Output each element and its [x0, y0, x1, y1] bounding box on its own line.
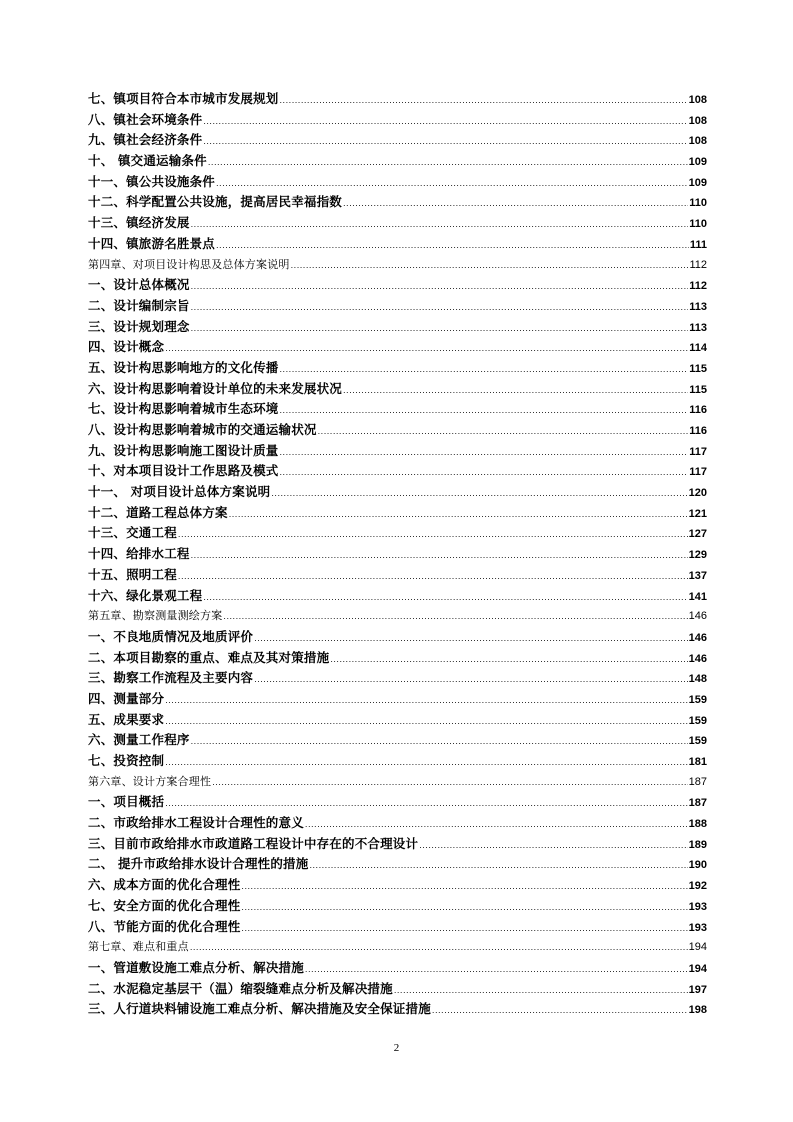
dot-leader	[203, 132, 687, 153]
toc-entry-title: 七、投资控制	[88, 753, 165, 768]
toc-entry-page: 113	[689, 300, 707, 313]
toc-entry-page: 121	[688, 507, 707, 520]
toc-entry-page: 159	[688, 735, 707, 748]
toc-entry-title: 第四章、对项目设计构思及总体方案说明	[88, 257, 290, 271]
toc-entry-title: 一、管道敷设施工难点分析、解决措施	[88, 959, 304, 975]
toc-entry-page: 113	[689, 321, 707, 334]
toc-entry[interactable]	[88, 461, 707, 482]
toc-entry[interactable]	[88, 792, 707, 813]
toc-entry[interactable]	[88, 875, 707, 896]
toc-entry-title: 二、市政给排水工程设计合理性的意义	[88, 815, 304, 831]
toc-entry[interactable]	[88, 234, 707, 255]
dot-leader	[305, 815, 688, 836]
toc-entry-title: 六、测量工作程序	[88, 732, 190, 748]
toc-entry[interactable]	[88, 979, 707, 1000]
toc-entry-title: 八、镇社会环境条件	[88, 111, 203, 127]
toc-entry-page: 193	[688, 900, 707, 913]
toc-entry-page: 187	[688, 775, 707, 788]
dot-leader	[165, 691, 687, 712]
dot-leader	[318, 422, 689, 443]
toc-entry-page: 190	[688, 859, 707, 872]
dot-leader	[178, 567, 688, 588]
toc-entry-page: 129	[688, 549, 707, 562]
toc-entry-title: 二、本项目勘察的重点、难点及其对策措施	[88, 649, 330, 665]
toc-entry[interactable]	[88, 896, 707, 917]
toc-entry[interactable]	[88, 834, 707, 855]
toc-entry-title: 四、测量部分	[88, 690, 165, 706]
toc-entry-title: 十四、给排水工程	[88, 546, 190, 562]
toc-entry-title: 八、节能方面的优化合理性	[88, 918, 241, 934]
toc-entry[interactable]	[88, 110, 707, 131]
toc-entry[interactable]	[88, 627, 707, 648]
toc-entry-page: 187	[688, 797, 707, 810]
dot-leader	[394, 981, 688, 1002]
toc-entry[interactable]	[88, 192, 707, 213]
dot-leader	[165, 753, 687, 774]
toc-entry[interactable]	[88, 710, 707, 731]
toc-chapter-entry[interactable]	[88, 772, 707, 793]
toc-entry-page: 189	[688, 838, 707, 851]
toc-chapter-entry[interactable]	[88, 937, 707, 958]
toc-entry-page: 148	[688, 673, 707, 686]
toc-entry[interactable]	[88, 399, 707, 420]
toc-entry-title: 十三、镇经济发展	[88, 215, 190, 231]
dot-leader	[191, 319, 689, 340]
dot-leader	[216, 236, 689, 257]
toc-entry[interactable]	[88, 917, 707, 938]
toc-entry-page: 146	[688, 652, 707, 665]
dot-leader	[419, 836, 687, 857]
toc-entry[interactable]	[88, 958, 707, 979]
dot-leader	[343, 381, 688, 402]
toc-entry-title: 六、成本方面的优化合理性	[88, 877, 241, 893]
toc-entry-title: 七、镇项目符合本市城市发展规划	[88, 91, 279, 106]
toc-entry-page: 181	[688, 756, 707, 768]
toc-entry[interactable]	[88, 130, 707, 151]
toc-entry-title: 八、设计构思影响着城市的交通运输状况	[88, 422, 317, 437]
dot-leader	[305, 960, 688, 981]
dot-leader	[280, 91, 688, 112]
dot-leader	[165, 712, 687, 733]
toc-entry-title: 十一、镇公共设施条件	[88, 173, 216, 189]
dot-leader	[343, 194, 688, 215]
toc-entry[interactable]	[88, 420, 707, 441]
toc-entry[interactable]	[88, 441, 707, 462]
toc-entry-title: 十、 镇交通运输条件	[88, 153, 207, 169]
toc-entry-title: 十二、科学配置公共设施，提高居民幸福指数	[88, 194, 343, 210]
toc-chapter-entry[interactable]	[88, 606, 707, 627]
dot-leader	[432, 1001, 688, 1022]
toc-entry-page: 192	[688, 880, 707, 893]
toc-entry-title: 十五、照明工程	[88, 566, 177, 582]
dot-leader	[203, 588, 687, 609]
toc-entry-title: 三、勘察工作流程及主要内容	[88, 670, 254, 686]
toc-entry-page: 194	[688, 962, 707, 975]
toc-entry-title: 七、设计构思影响着城市生态环境	[88, 401, 279, 417]
toc-entry-title: 一、项目概括	[88, 794, 165, 810]
toc-entry-page: 111	[689, 238, 707, 251]
toc-entry-page: 115	[689, 362, 707, 375]
toc-entry[interactable]	[88, 358, 707, 379]
toc-entry-title: 三、设计规划理念	[88, 318, 190, 334]
dot-leader	[254, 629, 688, 650]
page-number: 2	[393, 1042, 400, 1054]
toc-entry-page: 188	[688, 818, 707, 831]
toc-entry-title: 一、设计总体概况	[88, 277, 190, 293]
toc-entry[interactable]	[88, 813, 707, 834]
dot-leader	[280, 463, 689, 484]
toc-entry-page: 159	[688, 693, 707, 706]
dot-leader	[191, 277, 689, 298]
dot-leader	[191, 298, 689, 319]
toc-entry-title: 十二、道路工程总体方案	[88, 504, 228, 520]
toc-entry[interactable]	[88, 151, 707, 172]
dot-leader	[165, 794, 687, 815]
toc-entry-page: 117	[689, 466, 707, 479]
dot-leader	[208, 153, 688, 174]
toc-entry-page: 137	[688, 569, 707, 582]
toc-entry-title: 十三、交通工程	[88, 525, 177, 541]
toc-entry[interactable]	[88, 668, 707, 689]
toc-entry[interactable]	[88, 296, 707, 317]
toc-entry-page: 193	[688, 921, 707, 934]
toc-entry-title: 二、设计编制宗旨	[88, 297, 190, 313]
dot-leader	[280, 443, 689, 464]
toc-entry[interactable]	[88, 213, 707, 234]
toc-entry-title: 五、成果要求	[88, 711, 165, 727]
dot-leader	[241, 898, 687, 919]
toc-entry-page: 108	[688, 94, 707, 106]
toc-entry-page: 127	[688, 528, 707, 541]
dot-leader	[191, 546, 688, 567]
toc-entry-page: 110	[689, 197, 707, 210]
toc-entry-page: 159	[688, 714, 707, 727]
dot-leader	[280, 360, 689, 381]
toc-entry-title: 二、 提升市政给排水设计合理性的措施	[88, 856, 309, 872]
toc-entry-title: 第六章、设计方案合理性	[88, 774, 212, 788]
dot-leader	[178, 525, 688, 546]
dot-leader	[229, 505, 688, 526]
toc-entry-page: 109	[688, 176, 707, 189]
toc-entry-title: 三、人行道块料铺设施工难点分析、解决措施及安全保证措施	[88, 1001, 431, 1017]
toc-entry-title: 十、对本项目设计工作思路及模式	[88, 463, 279, 479]
dot-leader	[223, 607, 687, 628]
dot-leader	[203, 112, 687, 133]
toc-entry-title: 第五章、勘察测量测绘方案	[88, 609, 223, 623]
dot-leader	[216, 174, 688, 195]
dot-leader	[280, 401, 689, 422]
toc-entry[interactable]	[88, 523, 707, 544]
toc-entry-page: 110	[689, 218, 707, 231]
toc-entry-page: 116	[689, 425, 707, 437]
toc-entry[interactable]	[88, 482, 707, 503]
toc-entry[interactable]	[88, 730, 707, 751]
toc-entry[interactable]	[88, 999, 707, 1020]
dot-leader	[191, 215, 689, 236]
dot-leader	[241, 919, 687, 940]
toc-entry[interactable]	[88, 751, 707, 772]
toc-entry-page: 112	[689, 258, 707, 271]
dot-leader	[191, 732, 688, 753]
toc-entry-page: 198	[688, 1004, 707, 1017]
toc-entry-title: 九、镇社会经济条件	[88, 132, 203, 148]
toc-entry-title: 七、安全方面的优化合理性	[88, 897, 241, 913]
toc-entry-page: 141	[688, 590, 707, 603]
toc-entry[interactable]	[88, 565, 707, 586]
dot-leader	[254, 670, 688, 691]
toc-entry-page: 112	[689, 280, 707, 293]
toc-entry[interactable]	[88, 648, 707, 669]
toc-entry[interactable]	[88, 586, 707, 607]
toc-entry-page: 120	[688, 487, 707, 500]
toc-entry-page: 146	[688, 610, 707, 623]
dot-leader	[271, 484, 687, 505]
toc-entry-title: 二、水泥稳定基层干（温）缩裂缝难点分析及解决措施	[88, 980, 393, 996]
toc-entry-title: 六、设计构思影响着设计单位的未来发展状况	[88, 380, 343, 396]
table-of-contents	[88, 89, 707, 1020]
toc-entry-title: 四、设计概念	[88, 339, 165, 355]
toc-entry-title: 十一、 对项目设计总体方案说明	[88, 484, 271, 500]
toc-entry-page: 108	[688, 114, 707, 127]
toc-entry-page: 117	[689, 445, 707, 458]
toc-chapter-entry[interactable]	[88, 255, 707, 276]
toc-entry[interactable]	[88, 172, 707, 193]
toc-entry-title: 九、设计构思影响施工图设计质量	[88, 442, 279, 458]
toc-entry-page: 194	[688, 941, 707, 954]
toc-entry-page: 146	[688, 631, 707, 644]
toc-entry-title: 五、设计构思影响地方的文化传播	[88, 359, 279, 375]
toc-entry[interactable]	[88, 689, 707, 710]
toc-entry-page: 115	[689, 383, 707, 396]
dot-leader	[291, 256, 689, 277]
dot-leader	[165, 339, 688, 360]
toc-entry[interactable]	[88, 379, 707, 400]
toc-entry-title: 三、目前市政给排水市政道路工程设计中存在的不合理设计	[88, 835, 419, 851]
toc-entry-page: 108	[688, 135, 707, 148]
dot-leader	[190, 938, 688, 959]
toc-entry-title: 十六、绿化景观工程	[88, 587, 203, 603]
toc-entry-page: 197	[688, 983, 707, 996]
toc-entry[interactable]	[88, 854, 707, 875]
toc-entry[interactable]	[88, 89, 707, 110]
dot-leader	[309, 856, 687, 877]
dot-leader	[330, 650, 687, 671]
toc-entry-page: 114	[689, 342, 707, 355]
toc-entry-title: 第七章、难点和重点	[88, 940, 189, 954]
dot-leader	[241, 877, 687, 898]
toc-entry[interactable]	[88, 544, 707, 565]
toc-entry-title: 一、不良地质情况及地质评价	[88, 628, 254, 644]
toc-entry-page: 109	[688, 156, 707, 169]
toc-entry[interactable]	[88, 317, 707, 338]
dot-leader	[212, 773, 687, 794]
toc-entry-page: 116	[689, 404, 707, 417]
toc-entry[interactable]	[88, 337, 707, 358]
toc-entry-title: 十四、镇旅游名胜景点	[88, 235, 216, 251]
toc-entry[interactable]	[88, 503, 707, 524]
toc-entry[interactable]	[88, 275, 707, 296]
